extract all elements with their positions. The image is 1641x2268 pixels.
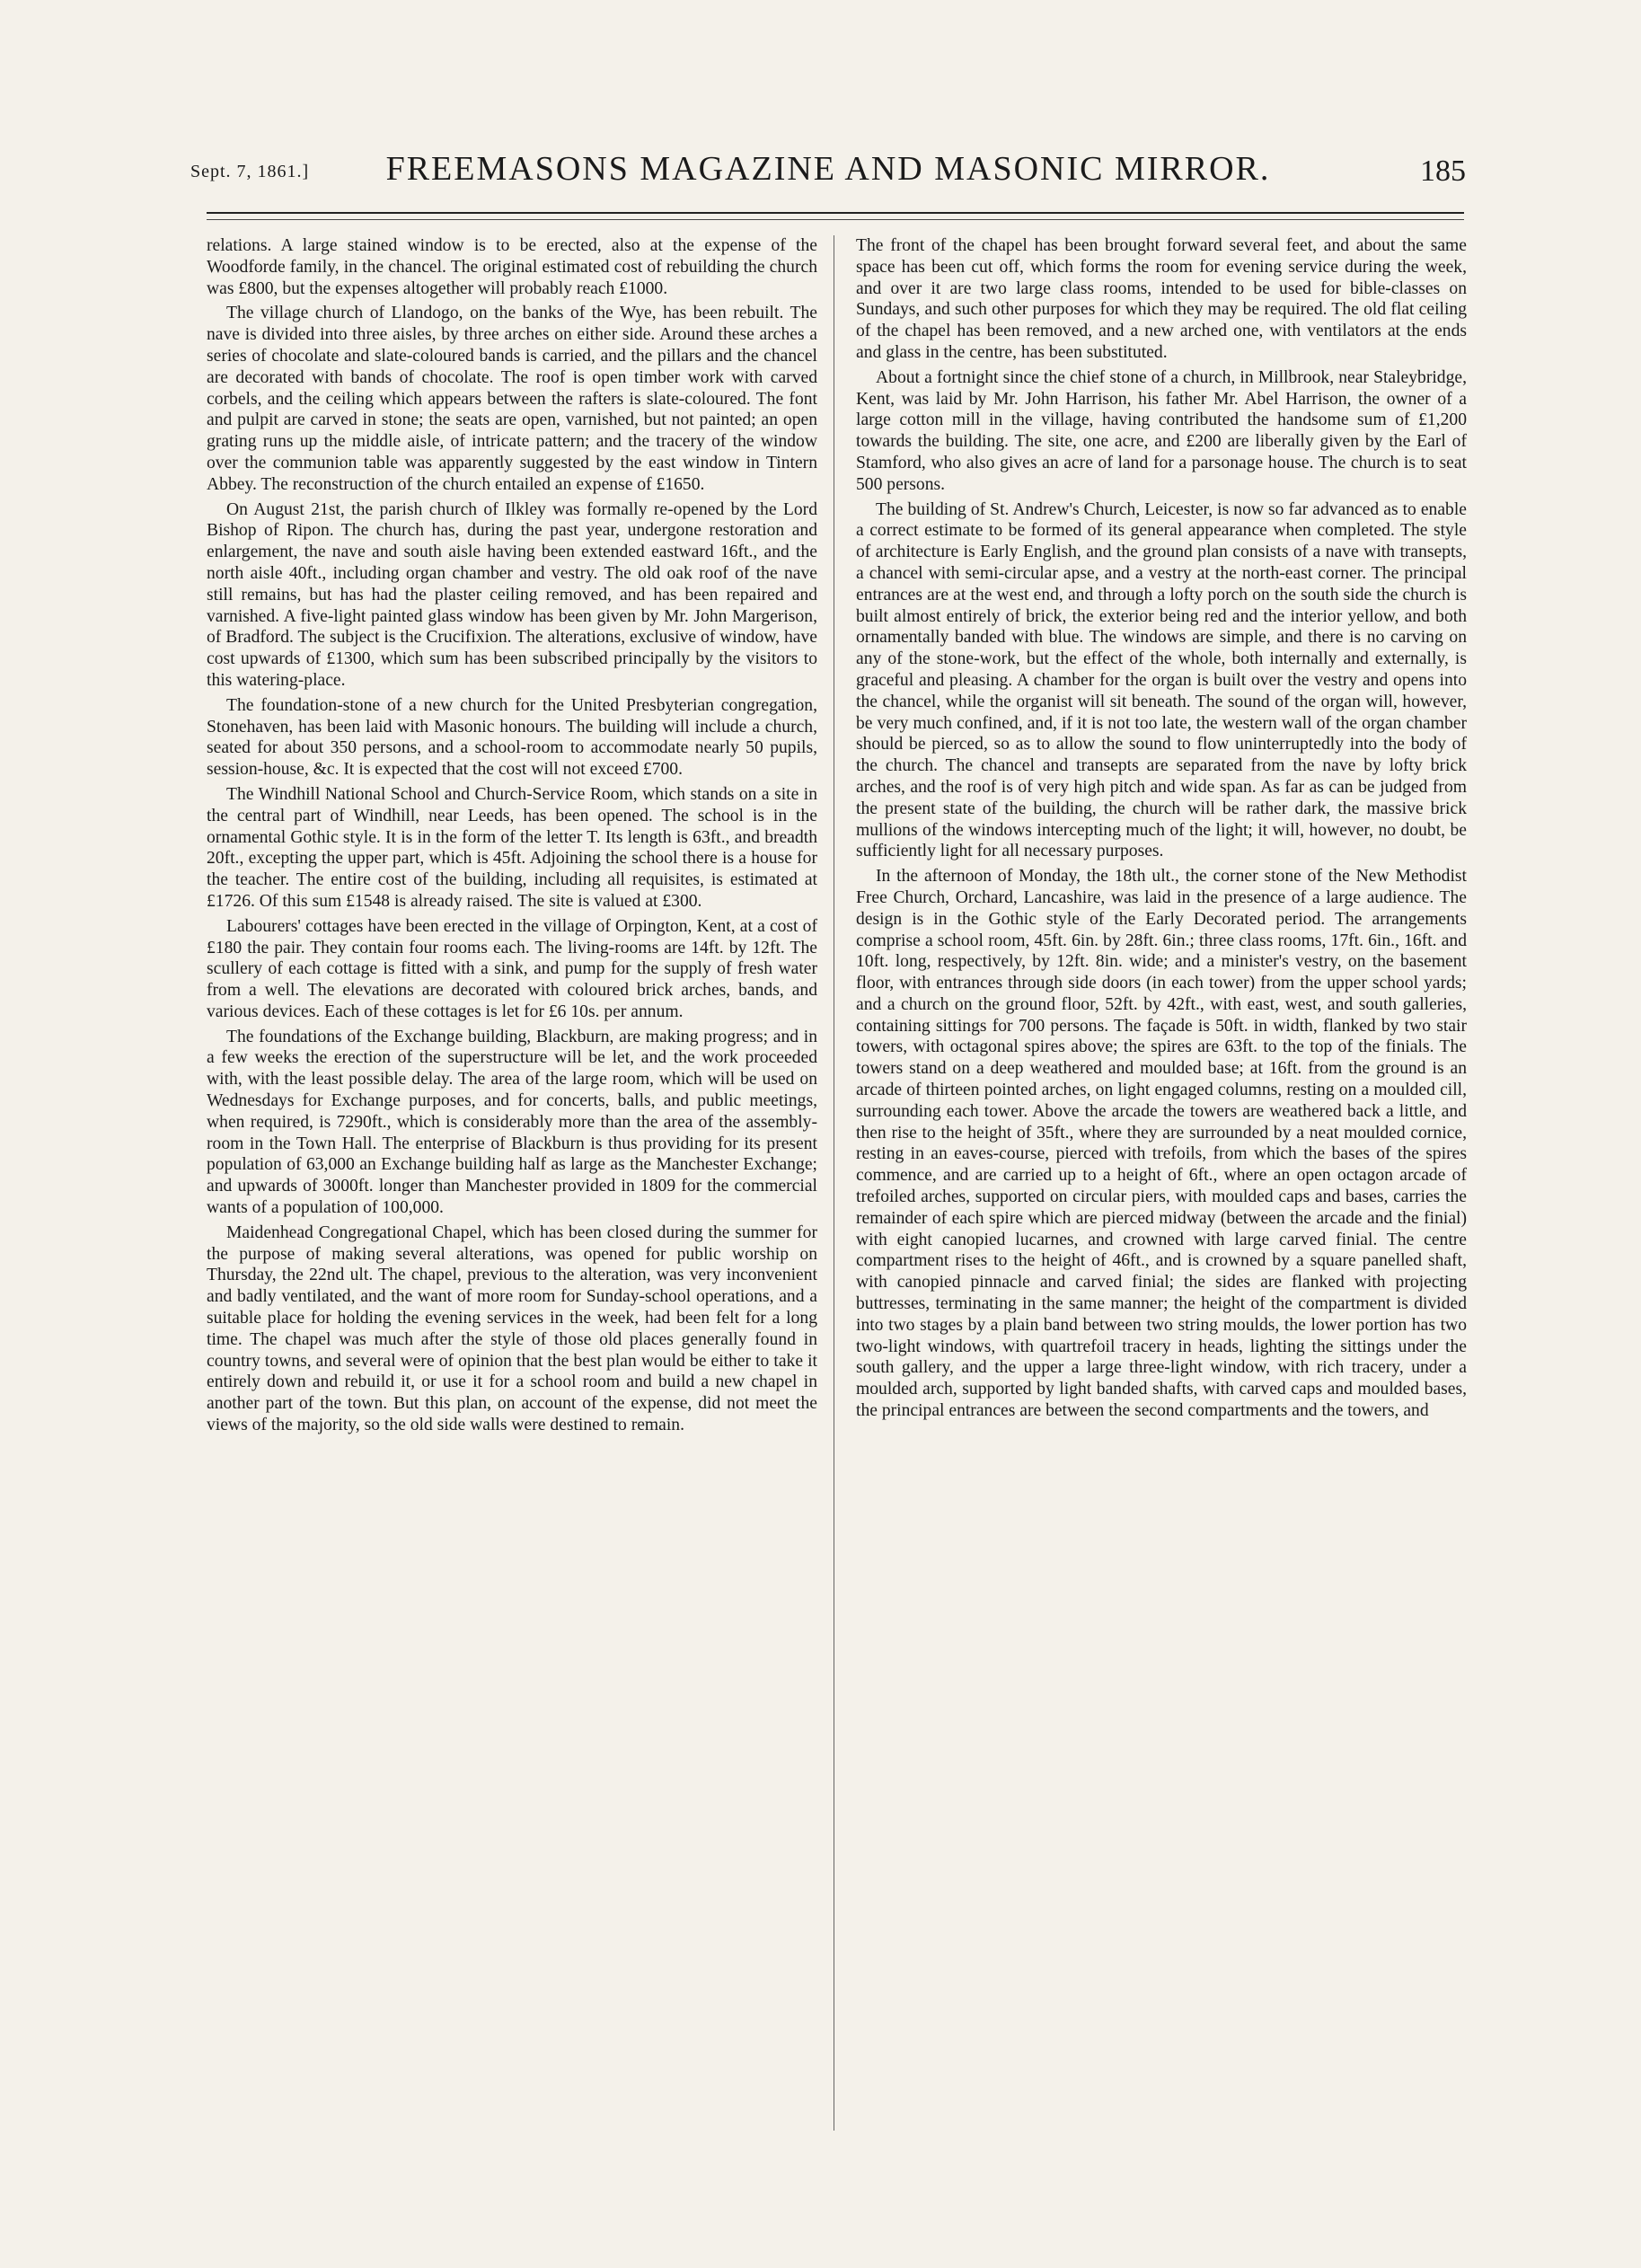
page-header [190,135,1466,198]
paragraph: Labourers' cottages have been erected in the village of Orpington, Kent, at a cost of £180 the pair. They contain four rooms each. The living-rooms are 14ft. by 12ft. The scullery of each cottage is fitted with a sink, and pump for the supply of fresh water from a well. The elevations are decorated with coloured brick arches, bands, and various devices. Each of these cottages is let for £6 10s. per annum. [207,916,817,1021]
paragraph: On August 21st, the parish church of Ilkley was formally re-opened by the Lord Bishop of Ripon. The church has, during the past year, undergone restoration and enlargement, the nave and south aisle having been extended eastward 16ft., and the north aisle 40ft., including organ chamber and vestry. The old oak roof of the nave still remains, but has had the plaster ceiling removed, and has been repaired and varnished. A five-light painted glass window has been given by Mr. John Margerison, of Bradford. The subject is the Crucifixion. The alterations, exclusive of window, have cost upwards of £1300, which sum has been subscribed principally by the visitors to this watering-place. [207,499,817,690]
paragraph: The village church of Llandogo, on the banks of the Wye, has been rebuilt. The nave is divided into three aisles, by three arches on either side. Around these arches a series of chocolate and slate-coloured bands is carried, and the pillars and the chancel are decorated with bands of chocolate. The roof is open timber work with carved corbels, and the ceiling which appears between the rafters is slate-coloured. The font and pulpit are carved in stone; the seats are open, varnished, but not painted; an open grating runs up the middle aisle, of intricate pattern; and the tracery of the window over the communion table was apparently suggested by the east window in Tintern Abbey. The reconstruction of the church entailed an expense of £1650. [207,304,817,494]
header-rule-thin [207,219,1464,220]
left-column [207,235,817,1440]
paragraph: The building of St. Andrew's Church, Leicester, is now so far advanced as to enable a correct estimate to be formed of its general appearance when completed. The style of architecture is Early English, and the ground plan consists of a nave with transepts, a chancel with semi-circular apse, and a vestry at the north-east corner. The principal entrances are at the west end, and through a lofty porch on the south side the church is built almost entirely of brick, the exterior being red and the interior yellow, and both ornamentally banded with blue. The windows are simple, and there is no carving on any of the stone-work, but the effect of the whole, both internally and externally, is graceful and pleasing. A chamber for the organ is built over the vestry and opens into the chancel, while the organist will sit beneath. The sound of the organ will, however, be very much confined, and, if it is not too late, the western wall of the organ chamber should be pierced, so as to allow the sound to flow uninterruptedly into the body of the church. The chancel and transepts are separated from the nave by lofty brick arches, and the roof is of very high pitch and wide span. As far as can be judged from the present state of the building, the church will be rather dark, the massive brick mullions of the windows intercepting much of the light; it will, however, no doubt, be sufficiently light for all necessary purposes. [856,499,1467,861]
paragraph: The foundations of the Exchange building, Blackburn, are making progress; and in a few weeks the erection of the superstructure will be let, and the work proceeded with, with the least possible delay. The area of the large room, which will be used on Wednesdays for Exchange purposes, and for concerts, balls, and public meetings, when required, is 7290ft., which is considerably more than the area of the assembly-room in the Town Hall. The enterprise of Blackburn is thus providing for its present population of 63,000 an Exchange building half as large as the Manchester Exchange; and upwards of 3000ft. longer than Manchester provided in 1809 for the commercial wants of a population of 100,000. [207,1027,817,1218]
paragraph: Maidenhead Congregational Chapel, which has been closed during the summer for the purpose of making several alterations, was opened for public worship on Thursday, the 22nd ult. The chapel, previous to the alteration, was very inconvenient and badly ventilated, and the want of more room for Sunday-school operations, and a suitable place for holding the evening services in the week, had been felt for a long time. The chapel was much after the style of those old places generally found in country towns, and several were of opinion that the best plan would be either to take it entirely down and rebuild it, or use it for a school room and build a new chapel in another part of the town. But this plan, on account of the expense, did not meet the views of the majority, so the old side walls were destined to remain. [207,1222,817,1435]
magazine-title: FREEMASONS MAGAZINE AND MASONIC MIRROR. [385,150,1271,188]
right-column [856,235,1467,1425]
paragraph: relations. A large stained window is to be erected, also at the expense of the Woodforde family, in the chancel. The original estimated cost of rebuilding the church was £800, but the expenses altogether will probably reach £1000. [207,236,817,298]
issue-date: Sept. 7, 1861.] [190,162,310,181]
paragraph: The front of the chapel has been brought forward several feet, and about the same space has been cut off, which forms the room for evening service during the week, and over it are two large class rooms, intended to be used for bible-classes on Sundays, and such other purposes for which they may be required. The old flat ceiling of the chapel has been removed, and a new arched one, with ventilators at the ends and glass in the centre, has been substituted. [856,236,1467,362]
header-rule [207,212,1464,214]
page-number: 185 [1420,154,1466,188]
paragraph: The Windhill National School and Church-Service Room, which stands on a site in the central part of Windhill, near Leeds, has been opened. The school is in the ornamental Gothic style. It is in the form of the letter T. Its length is 63ft., and breadth 20ft., excepting the upper part, which is 45ft. Adjoining the school there is a house for the teacher. The entire cost of the building, including all requisites, is estimated at £1726. Of this sum £1548 is already raised. The site is valued at £300. [207,784,817,911]
paragraph: The foundation-stone of a new church for the United Presbyterian congregation, Stonehaven, has been laid with Masonic honours. The building will include a church, seated for about 350 persons, and a school-room to accommodate nearly 50 pupils, session-house, &c. It is expected that the cost will not exceed £700. [207,695,817,780]
paragraph: About a fortnight since the chief stone of a church, in Millbrook, near Staleybridge, Kent, was laid by Mr. John Harrison, his father Mr. Abel Harrison, the owner of a large cotton mill in the village, having contributed the handsome sum of £1,200 towards the building. The site, one acre, and £200 are liberally given by the Earl of Stamford, who also gives an acre of land for a parsonage house. The church is to seat 500 persons. [856,367,1467,494]
paragraph: In the afternoon of Monday, the 18th ult., the corner stone of the New Methodist Free Church, Orchard, Lancashire, was laid in the presence of a large audience. The design is in the Gothic style of the Early Decorated period. The arrangements comprise a school room, 45ft. 6in. by 28ft. 6in.; three class rooms, 17ft. 6in., 16ft. and 10ft. long, respectively, by 12ft. 8in. wide; and a minister's vestry, on the basement floor, with entrances through side doors (in each tower) from the upper school yards; and a church on the ground floor, 52ft. by 42ft., with east, west, and south galleries, containing sittings for 700 persons. The façade is 50ft. in width, flanked by two stair towers, with octagonal spires above; the spires are 63ft. to the top of the finials. The towers stand on a deep weathered and moulded base; at 16ft. from the ground is an arcade of thirteen pointed arches, on light engaged columns, resting on a moulded cill, surrounding each tower. Above the arcade the towers are weathered back a little, and then rise to the height of 35ft., where they are surrounded by a neat moulded cornice, resting in an eaves-course, pierced with trefoils, from which the bases of the spires commence, and are carried up to a height of 6ft., where an open octagon arcade of trefoiled arches, supported on circular piers, with moulded caps and bases, carries the remainder of each spire which are pierced midway (between the arcade and the finial) with eight canopied lucarnes, and crowned with large carved finial. The centre compartment rises to the height of 46ft., and is crowned by a square panelled shaft, with canopied pinnacle and carved finial; the sides are flanked with projecting buttresses, terminating in the same manner; the height of the compartment is divided into two stages by a plain band between two string moulds, the lower portion has two two-light windows, with quartrefoil tracery in heads, lighting the sittings under the south gallery, and the upper a large three-light window, with rich tracery, under a moulded arch, supported by light banded shafts, with carved caps and moulded bases, the principal entrances are between the second compartments and the towers, and [856,867,1467,1421]
